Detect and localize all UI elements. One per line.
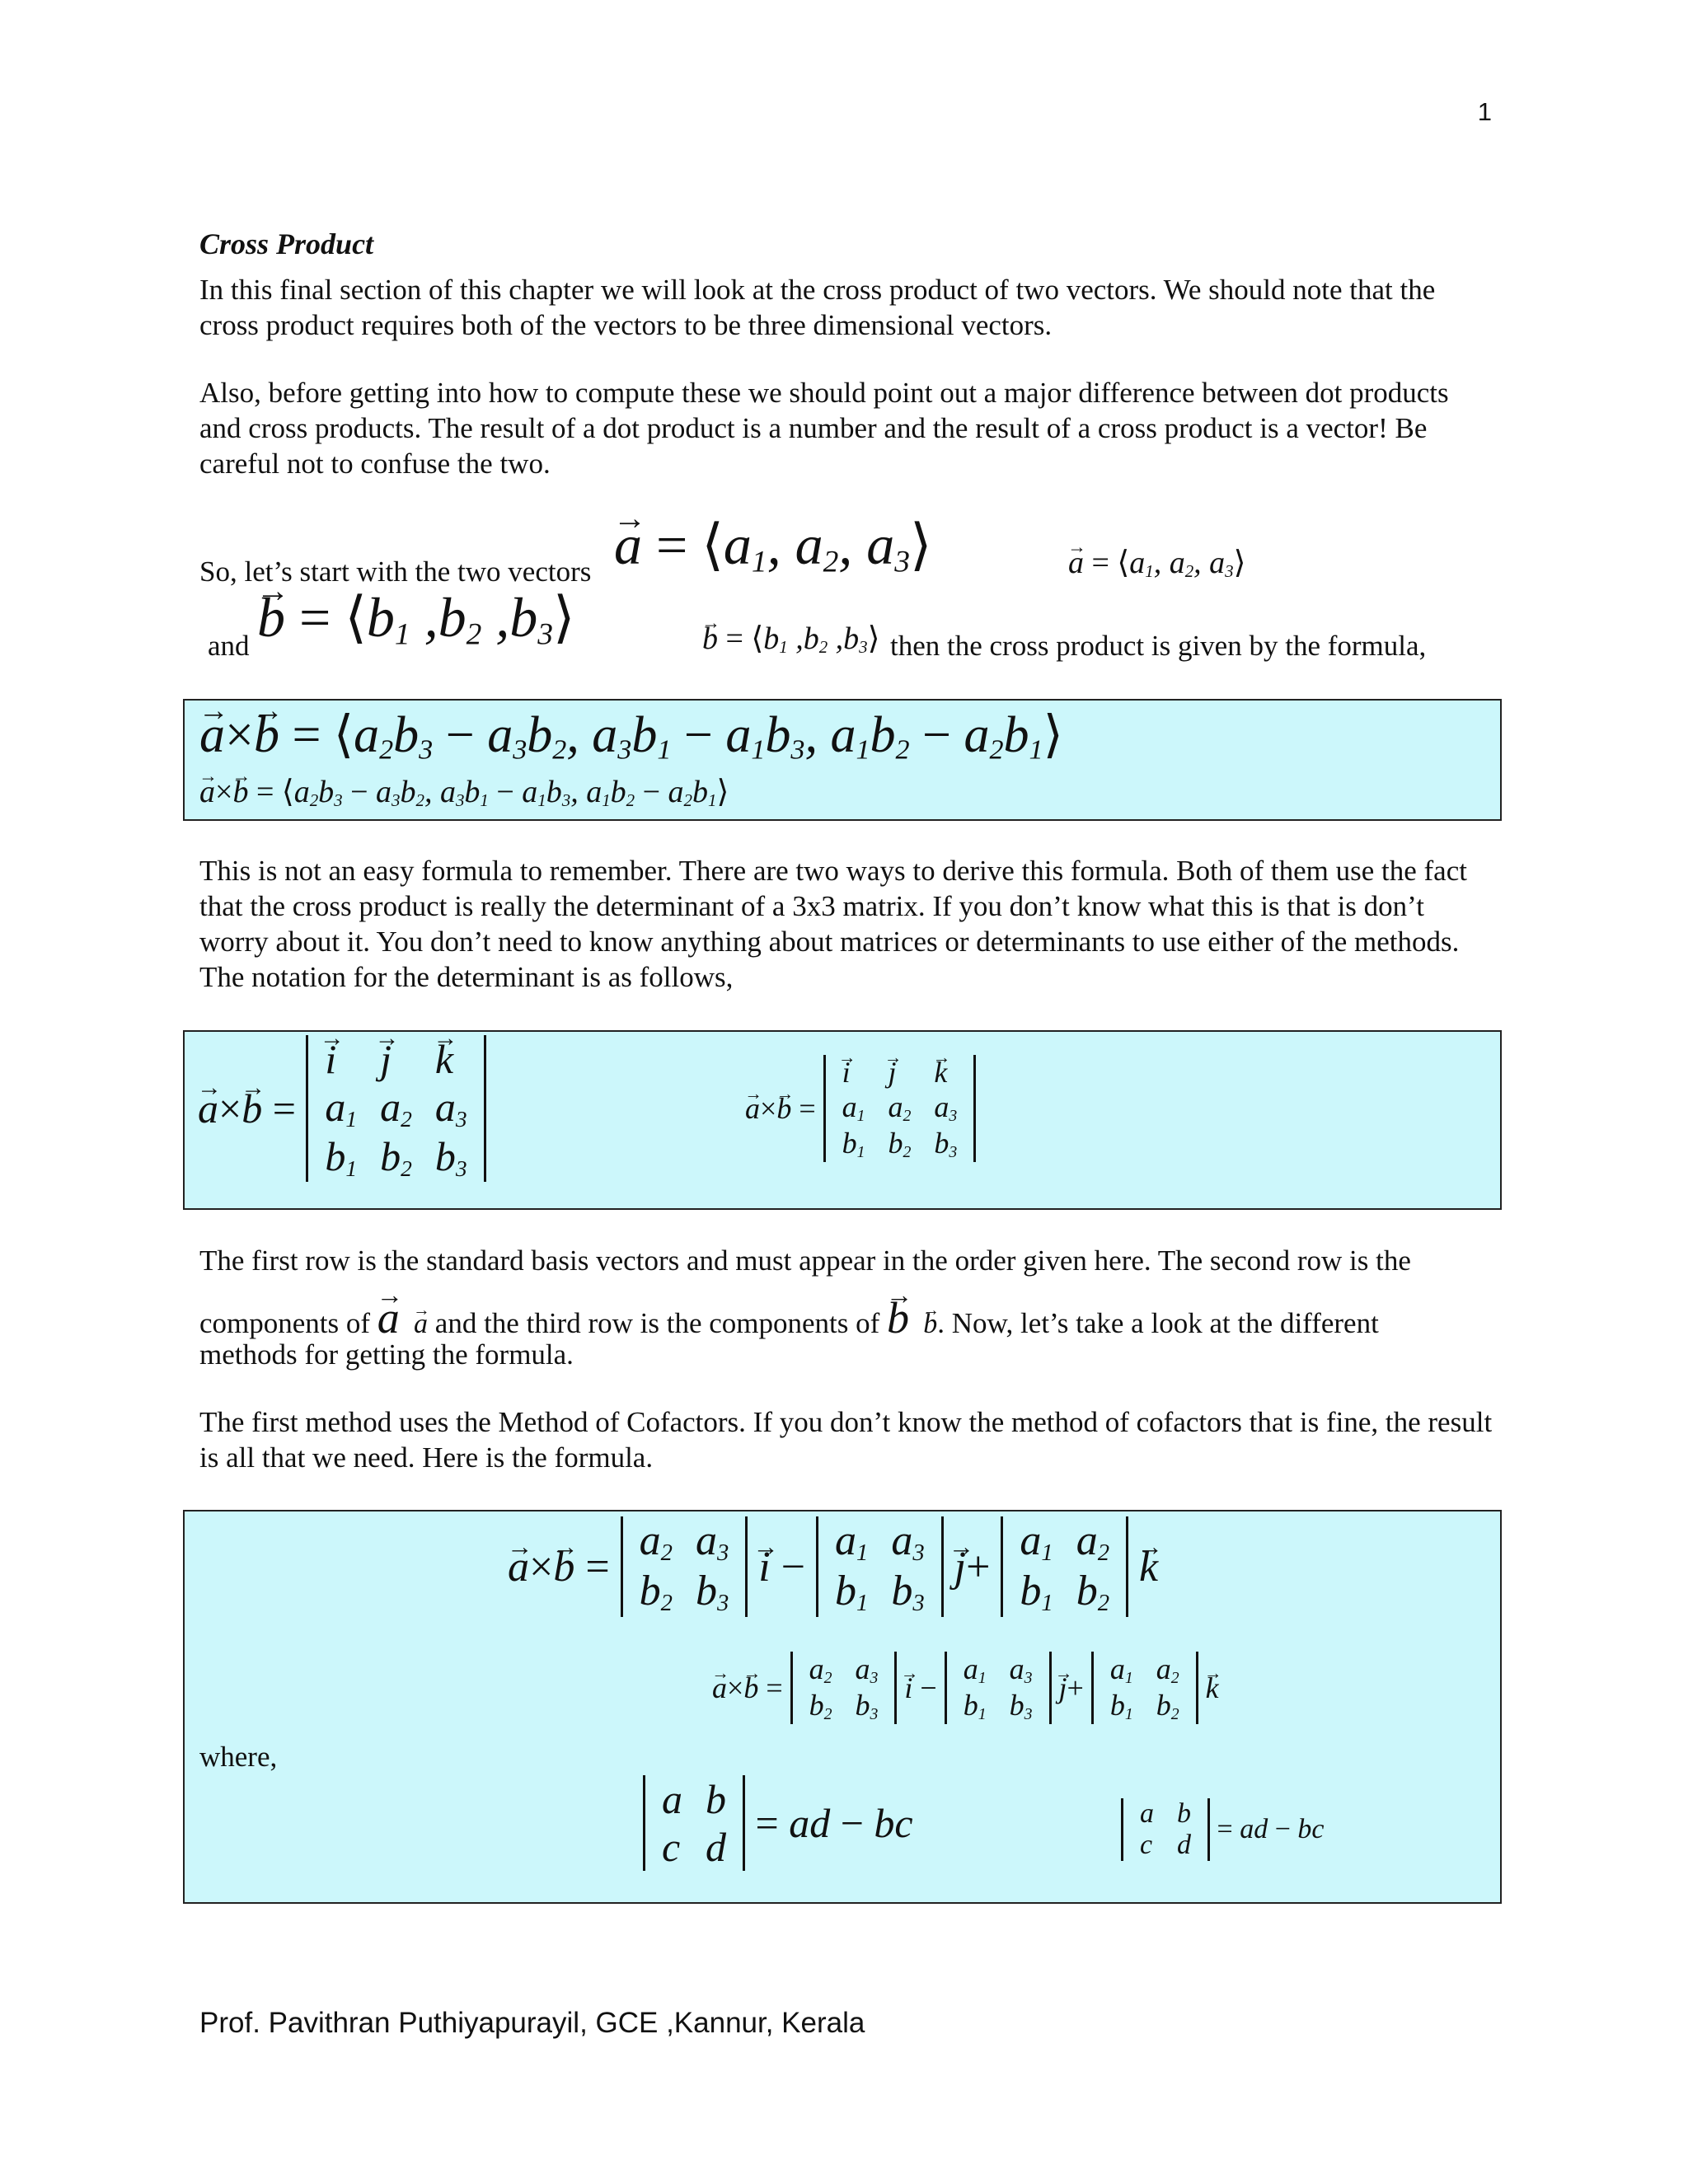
formula-intro-text: then the cross product is given by the formula, bbox=[890, 630, 1427, 662]
section-title: Cross Product bbox=[199, 227, 374, 260]
cofactor-formula-small: → a×→ b = $a_2$ $a_3$ $b_2$ $b_3$ → i − $a_1$ $a_3$ $b_1$ $b_3$ → j+ $a_1$ $a_2$ $b_1$ $b_2$ → k bbox=[712, 1652, 1219, 1724]
determinant-2x2-small: a b c d = ad − bc bbox=[1121, 1798, 1324, 1861]
vector-b-inline-large: → b bbox=[887, 1293, 909, 1343]
rows-line-2 bbox=[199, 1292, 1379, 1343]
cofactors-paragraph: The first method uses the Method of Cofactors. If you don’t know the method of cofactors that is fine, the result is all that we need. Here is the formula. bbox=[199, 1406, 1493, 1474]
cofactor-formula-large: → a×→ b = $a_2$ $a_3$ $b_2$ $b_3$ → i − $a_1$ $a_3$ $b_1$ $b_3$ → j+ $a_1$ $a_2$ $b_1$ $b_2$ → k bbox=[508, 1516, 1158, 1617]
vectors-intro-text: So, let’s start with the two vectors bbox=[199, 555, 592, 588]
cofactor-formula-box bbox=[183, 1510, 1502, 1904]
rows-line-1: The first row is the standard basis vectors and must appear in the order given here. The second row is the bbox=[199, 1244, 1411, 1277]
vector-a-inline-small: → a bbox=[407, 1309, 429, 1339]
vector-a-large: → $a = ⟨a_1$, $a_2$, $a_3⟩$ bbox=[614, 513, 932, 579]
vector-b-inline-small: → b bbox=[917, 1309, 938, 1339]
page-number: 1 bbox=[1477, 97, 1492, 126]
intro-paragraph: In this final section of this chapter we will look at the cross product of two vectors. We should note that the cross product requires both of the vectors to be three dimensional vectors. bbox=[199, 274, 1436, 341]
dot-vs-cross-paragraph: Also, before getting into how to compute these we should point out a major difference between dot products and cross products. The result of a dot product is a number and the result of a cross product is a vector! Be careful not to confuse the two. bbox=[199, 377, 1449, 480]
cross-product-formula-box bbox=[183, 699, 1502, 821]
different-methods-text: . Now, let’s take a look at the different bbox=[937, 1307, 1379, 1339]
and-text: and bbox=[208, 630, 250, 662]
determinant-2x2-large: a b c d = ad − bc bbox=[643, 1775, 913, 1871]
vector-b-large: → $b = ⟨b_1$ $,b_2$ $,b_3⟩$ bbox=[257, 585, 575, 652]
footer-author: Prof. Pavithran Puthiyapurayil, GCE ,Kannur, Kerala bbox=[199, 2007, 865, 2039]
vector-a-inline-large: → a bbox=[377, 1293, 400, 1343]
determinant-explanation-paragraph: This is not an easy formula to remember. There are two ways to derive this formula. Both of them use the fact that the cross product is really the determinant of a 3x3 matrix. If you don’t know what this is that is don’t worry about it. You don’t need to know anything about matrices or determinants to use either of the methods. The notation for the determinant is as follows, bbox=[199, 855, 1467, 993]
where-label: where, bbox=[199, 1741, 278, 1773]
cross-product-formula-large: → $a\times\to b = ⟨a_2b_3 - a_3b_2$, $a_3b_1 - a_1b_3$, $a_1b_2$ − $a_2b_1⟩$ bbox=[199, 704, 1063, 766]
third-row-text: and the third row is the components of bbox=[434, 1307, 880, 1339]
components-of-text: components of bbox=[199, 1307, 371, 1339]
determinant-notation-small: → a×→ b = → i → j → k $a_1$ $a_2$ $a_3$ $b_1$ $b_2$ $b_3$ bbox=[745, 1055, 976, 1162]
vector-a-small: → $a = ⟨a_1$, $a_2$, $a_3⟩$ bbox=[1068, 544, 1245, 582]
determinant-notation-large: → a×→ b = → i → j → k $a_1$ $a_2$ $a_3$ $b_1$ $b_2$ $b_3$ bbox=[198, 1035, 486, 1182]
cross-product-formula-small: → $a\times\to b = ⟨a_2b_3 - a_3b_2$, $a_3b_1 - a_1b_3$, $a_1b_2$ − $a_2b_1⟩$ bbox=[199, 773, 729, 811]
determinant-notation-box bbox=[183, 1030, 1502, 1210]
vector-b-small: → $b = ⟨b_1$ $,b_2$ $,b_3⟩$ bbox=[702, 620, 879, 658]
rows-line-3: methods for getting the formula. bbox=[199, 1338, 574, 1371]
